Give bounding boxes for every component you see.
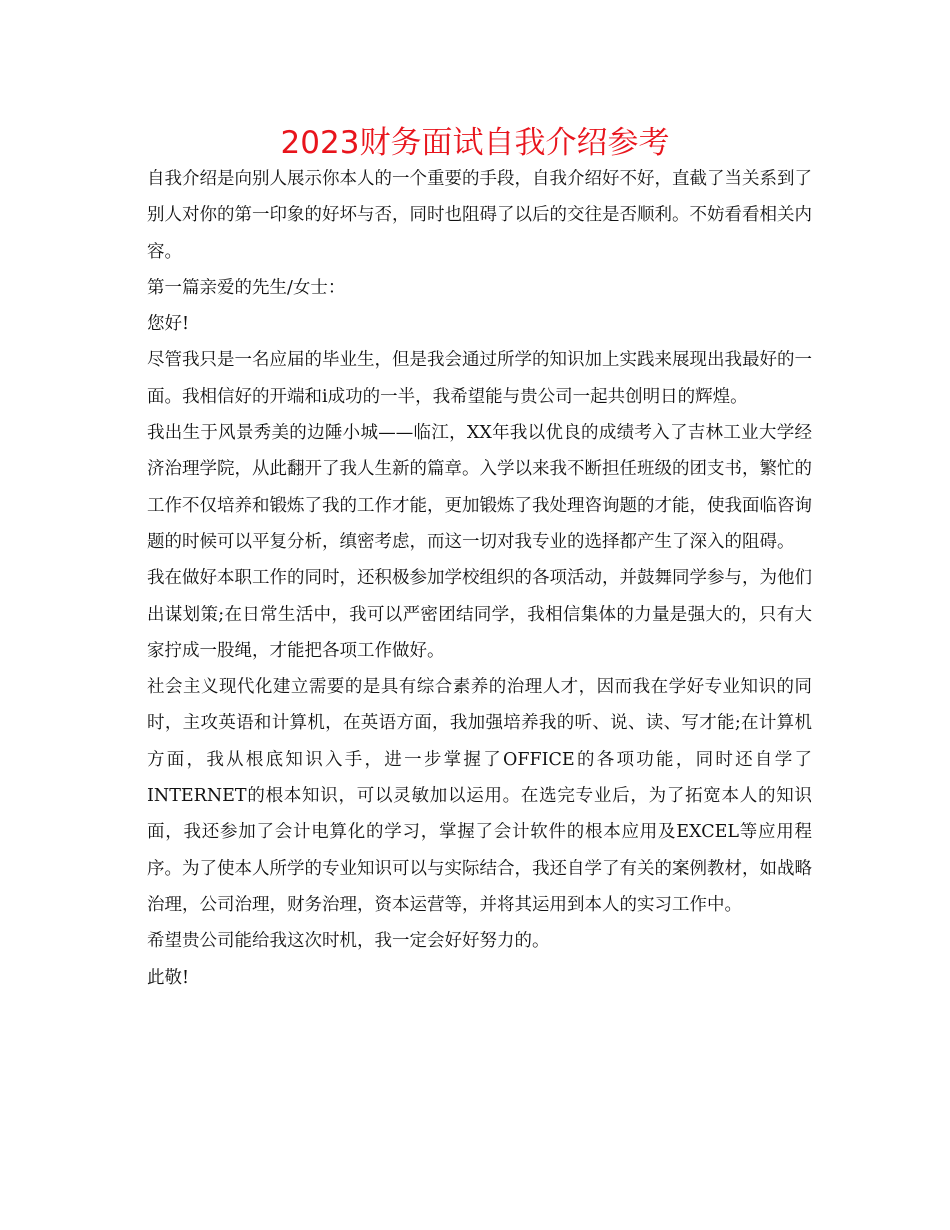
- paragraph-skills: 社会主义现代化建立需要的是具有综合素养的治理人才，因而我在学好专业知识的同时，主攻英语和计算机，在英语方面，我加强培养我的听、说、读、写才能;在计算机方面，我从根底知识入手，进一步掌握了OFFICE的各项功能，同时还自学了INTERNET的根本知识，可以灵敏加以运用。在选完专业后，为了拓宽本人的知识面，我还参加了会计电算化的学习，掌握了会计软件的根本应用及EXCEL等应用程序。为了使本人所学的专业知识可以与实际结合，我还自学了有关的案例教材，如战略治理，公司治理，财务治理，资本运营等，并将其运用到本人的实习工作中。: [147, 677, 812, 915]
- paragraph-opening: 尽管我只是一名应届的毕业生，但是我会通过所学的知识加上实践来展现出我最好的一面。我相信好的开端和i成功的一半，我希望能与贵公司一起共创明日的辉煌。: [147, 350, 812, 407]
- paragraph-background: 我出生于风景秀美的边陲小城——临江，XX年我以优良的成绩考入了吉林工业大学经济治理学院，从此翻开了我人生新的篇章。入学以来我不断担任班级的团支书，繁忙的工作不仅培养和锻炼了我的工作才能，更加锻炼了我处理咨询题的才能，使我面临咨询题的时候可以平复分析，缜密考虑，而这一切对我专业的选择都产生了深入的阻碍。: [147, 423, 812, 552]
- paragraph-closing: 此敬!: [147, 967, 190, 988]
- paragraph-activities: 我在做好本职工作的同时，还积极参加学校组织的各项活动，并鼓舞同学参与，为他们出谋划策;在日常生活中，我可以严密团结同学，我相信集体的力量是强大的，只有大家拧成一股绳，才能把各项工作做好。: [147, 568, 812, 661]
- paragraph-intro: 自我介绍是向别人展示你本人的一个重要的手段，自我介绍好不好，直截了当关系到了别人对你的第一印象的好坏与否，同时也阻碍了以后的交往是否顺利。不妨看看相关内容。: [147, 169, 812, 262]
- paragraph-salutation: 第一篇亲爱的先生/女士：: [147, 277, 346, 298]
- paragraph-greeting: 您好!: [147, 314, 190, 335]
- paragraph-hope: 希望贵公司能给我这次时机，我一定会好好努力的。: [147, 931, 550, 952]
- page-title: 2023财务面试自我介绍参考: [280, 125, 670, 161]
- document-body: [147, 161, 812, 996]
